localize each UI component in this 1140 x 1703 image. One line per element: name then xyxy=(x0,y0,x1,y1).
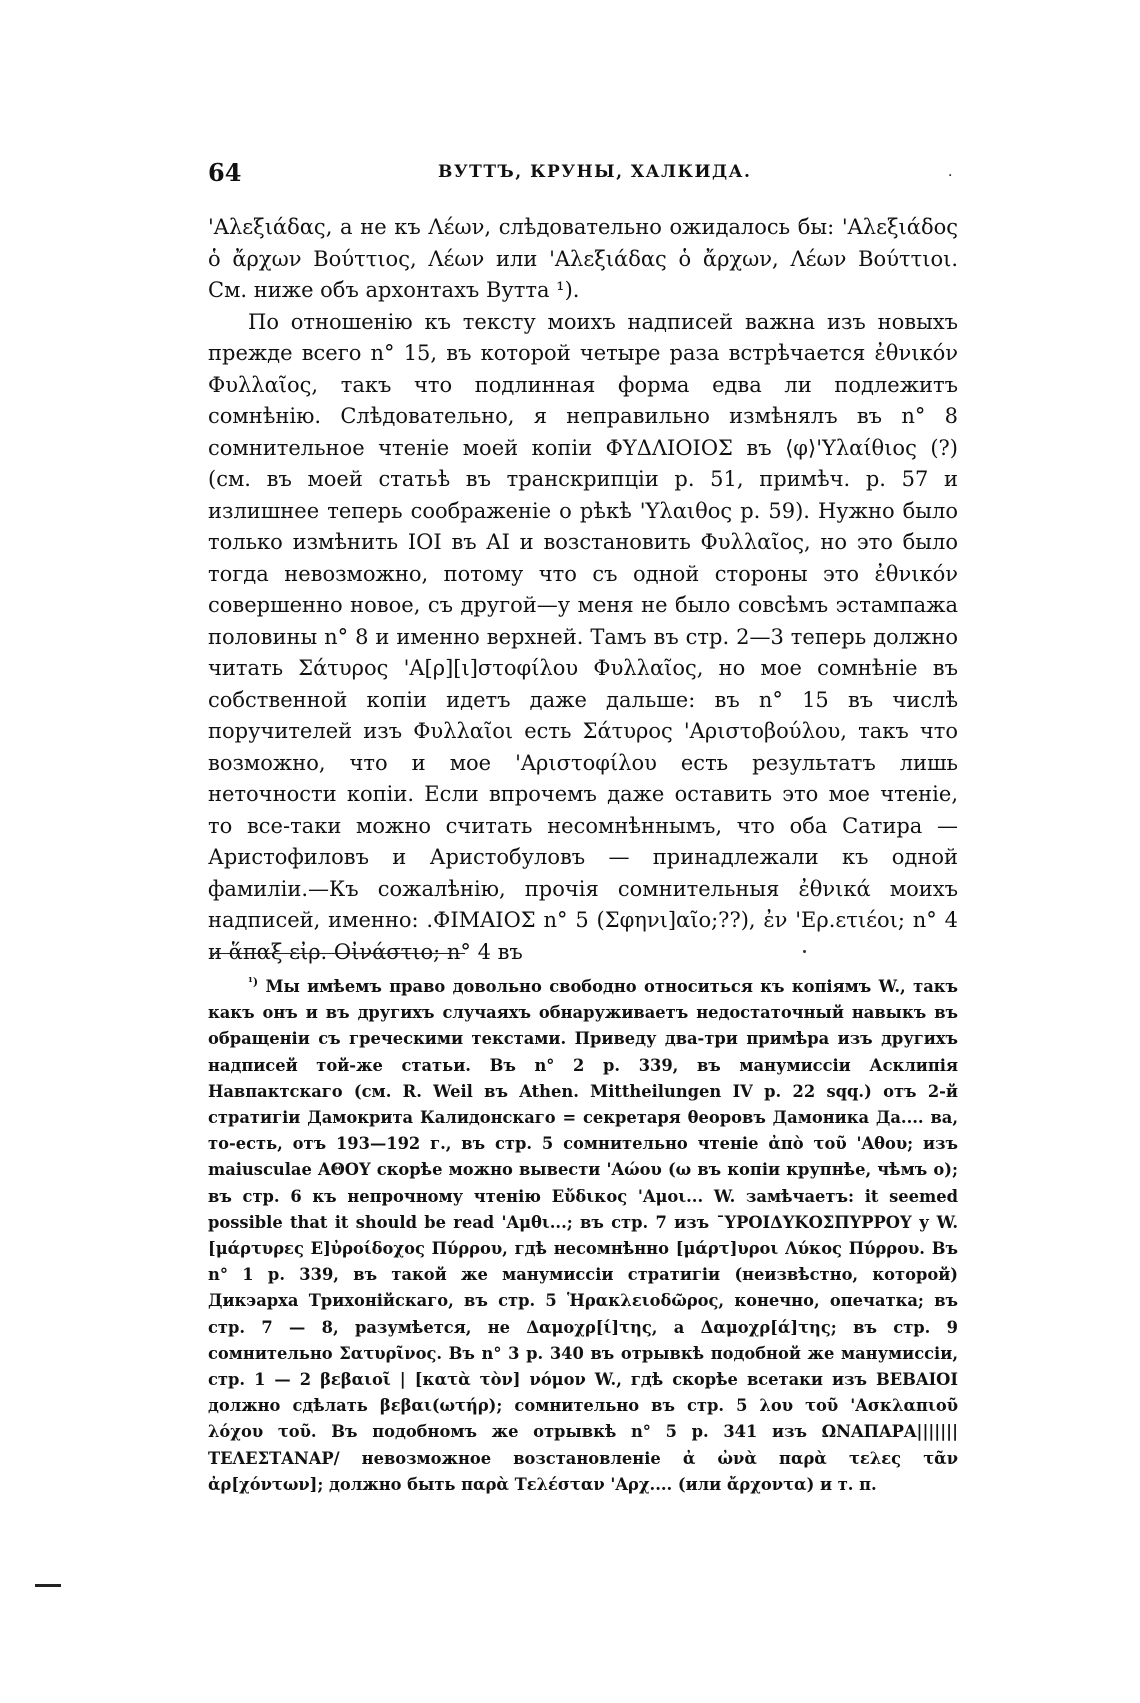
paragraph-continuation: 'Αλεξιάδας, а не къ Λέων, слѣдовательно ожидалось бы: 'Αλεξιάδος ὁ ἄρχων Βούττιος, Λέων или 'Αλεξιάδας ὁ ἄρχων, Λέων Βούττιοι. См. ниже объ архонтахъ Вутта ¹). xyxy=(208,215,958,302)
footnote-divider xyxy=(210,953,465,954)
footnote-text: Мы имѣемъ право довольно свободно относиться къ копіямъ W., такъ какъ онъ и въ другихъ случаяхъ обнаруживаетъ недостаточный навыкъ въ обращеніи съ греческими текстами. Приведу два-три примѣра изъ другихъ надписей той-же статьи. Въ n° 2 p. 339, въ манумиссіи Асклипія Навпактскаго (см. R. Weil въ Athen. Mittheilungen IV p. 22 sqq.) отъ 2-й стратигіи Дамокрита Калидонскаго = секретаря θеоровъ Дамоника Да.... ва, то-есть, отъ 193—192 г., въ стр. 5 сомнительно чтеніе ἀπὸ τοῦ 'Αθου; изъ maiusculae ΑΘΟΥ скорѣе можно вывести 'Αώου (ω въ копіи крупнѣе, чѣмъ ο); въ стр. 6 къ непрочному чтенію Εὔδικος 'Αμοι... W. замѣчаетъ: it seemed possible that it should be read 'Αμθι...; въ стр. 7 изъ ¯ΥΡΟΙΔΥΚΟΣΠΥΡΡΟΥ у W. [μάρτυρες Ε]ὐροίδοχος Πύρρου, гдѣ несомнѣнно [μάρτ]υροι Λύκος Πύρρου. Въ n° 1 p. 339, въ такой же манумиссіи стратигіи (неизвѣстно, которой) Дикэарха Трихонійскаго, въ стр. 5 Ἡρακλειοδῶρος, конечно, опечатка; въ стр. 7 — 8, разумѣется, не Δαμοχρ[ί]της, а Δαμοχρ[ά]της; въ стр. 9 сомнительно Σατυρῖνος. Въ n° 3 p. 340 въ отрывкѣ подобной же манумиссіи, стр. 1 — 2 βεβαιοῖ | [κατὰ τὸν] νόμον W., гдѣ скорѣе всетаки изъ ΒΕΒΑΙΟΙ должно сдѣлать βεβαι(ωτήρ); сомнительно въ стр. 5 λου τοῦ 'Ασκλαπιοῦ λόχου τοῦ. Въ подобномъ же отрывкѣ n° 5 p. 341 изъ ΩΝΑΠΑΡΑ||||||| ΤΕΛΕΣΤΑΝΑΡ/ невозможное возстановленіе ἀ ὠνὰ παρὰ τελες τᾶν ἀρ[χόντων]; должно быть παρὰ Τελέσταν 'Αρχ.... (или ἄρχοντα) и т. п. xyxy=(208,977,959,1494)
main-text xyxy=(208,212,958,968)
page-header xyxy=(208,158,956,198)
paragraph: По отношенію къ тексту моихъ надписей важна изъ новыхъ прежде всего n° 15, въ которой четыре раза встрѣчается ἐθνικόν Φυλλαῖος, такъ что подлинная форма едва ли подлежитъ сомнѣнію. Слѣдовательно, я неправильно измѣнялъ въ n° 8 сомнительное чтеніе моей копіи ΦΥΔΛΙΟΙΟΣ въ ⟨φ⟩'Υλαίθιος (?) (см. въ моей статьѣ въ транскрипціи p. 51, примѣч. p. 57 и излишнее теперь соображеніе о рѣкѣ 'Υλαιθος p. 59). Нужно было только измѣнить ΙΟΙ въ ΑΙ и возстановить Φυλλαῖος, но это было тогда невозможно, потому что съ одной стороны это ἐθνικόν совершенно новое, съ другой—у меня не было совсѣмъ эстампажа половины n° 8 и именно верхней. Тамъ въ стр. 2—3 теперь должно читать Σάτυρος 'Α[ρ][ι]στοφίλου Φυλλαῖος, но мое сомнѣніе въ собственной копіи идетъ даже дальше: въ n° 15 въ числѣ поручителей изъ Φυλλαῖοι есть Σάτυρος 'Αριστοβούλου, такъ что возможно, что и мое 'Αριστοφίλου есть результатъ лишь неточности копіи. Если впрочемъ даже оставить это мое чтеніе, то все-таки можно считать несомнѣннымъ, что оба Сатира — Аристофиловъ и Аристобуловъ — принадлежали къ одной фамиліи.—Къ сожалѣнію, прочія сомнительныя ἐθνικά моихъ надписей, именно: .ΦΙΜΑΙΟΣ n° 5 (Σφηνι]αῖο;??), ἐν 'Ερ.ετιέοι; n° 4 и ἅπαξ εἰρ. Οἰνάστιο; n° 4 въ xyxy=(208,309,958,964)
running-head: ВУТТЪ, КРУНЫ, ХАЛКИДА. xyxy=(438,162,752,182)
margin-mark xyxy=(35,1584,61,1587)
header-dot: · xyxy=(948,168,953,184)
page-number: 64 xyxy=(208,158,242,187)
footnote xyxy=(208,974,958,1498)
footnote-marker: ¹) xyxy=(248,975,259,989)
ink-speck xyxy=(803,950,806,953)
